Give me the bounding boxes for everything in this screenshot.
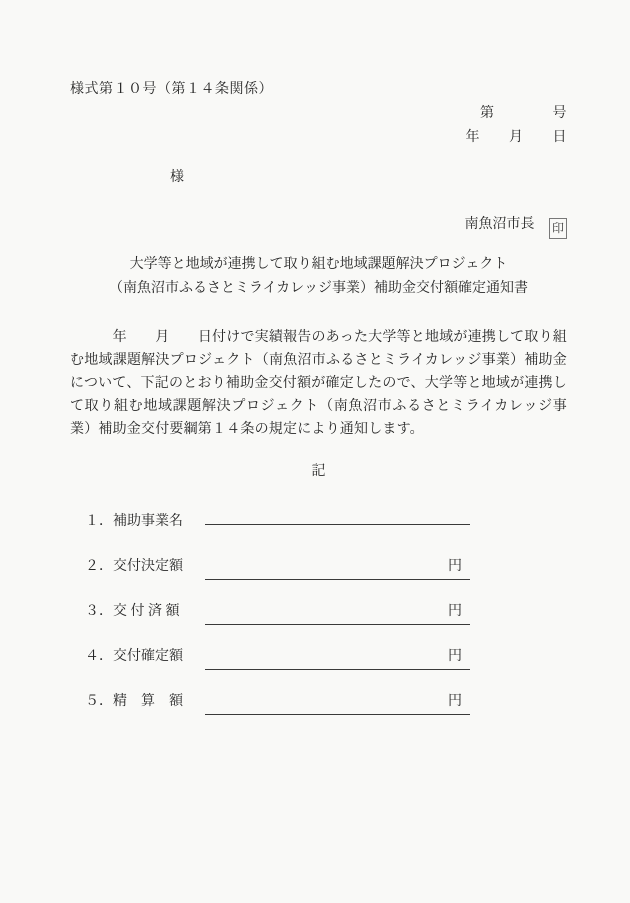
document-title-line1: 大学等と地域が連携して取り組む地域課題解決プロジェクト xyxy=(129,257,508,272)
item-label: ３．交 付 済 額 xyxy=(85,604,180,619)
unit-label: 円 xyxy=(448,694,462,709)
addressee-honorific: 様 xyxy=(170,170,184,185)
form-item-grant-decision-amount xyxy=(85,555,567,579)
document-date-line: 年 月 日 xyxy=(465,130,567,145)
form-number-label: 様式第１０号（第１４条関係） xyxy=(70,82,273,97)
body-paragraph: 年 月 日付けで実績報告のあった大学等と地域が連携して取り組む地域課題解決プロジェクト（南魚沼市ふるさとミライカレッジ事業）補助金について、下記のとおり補助金交付額が確定したので、大学等と地域が連携して取り組む地域課題解決プロジェクト（南魚沼市ふるさとミライカレッジ事業）補助金交付要綱第１４条の規定により通知します。 xyxy=(70,330,567,437)
form-item-amount-already-paid xyxy=(85,600,567,624)
item-label: ４．交付確定額 xyxy=(85,649,183,664)
form-item-list xyxy=(70,510,567,714)
record-heading: 記 xyxy=(311,464,326,479)
unit-label: 円 xyxy=(448,604,462,619)
fill-in-line xyxy=(205,555,470,580)
unit-label: 円 xyxy=(448,649,462,664)
document-number-line: 第 号 xyxy=(480,106,567,121)
form-item-confirmed-grant-amount xyxy=(85,645,567,669)
form-item-subsidy-project-name xyxy=(85,510,567,534)
item-label: １．補助事業名 xyxy=(85,514,183,529)
sender-line xyxy=(70,213,567,239)
item-label: ５．精 算 額 xyxy=(85,694,183,709)
fill-in-line xyxy=(205,690,470,715)
seal-mark: 印 xyxy=(551,221,564,235)
form-item-settlement-amount xyxy=(85,690,567,714)
fill-in-line xyxy=(205,524,470,525)
fill-in-line xyxy=(205,600,470,625)
document-number-block xyxy=(70,102,567,150)
fill-in-line xyxy=(205,645,470,670)
item-label: ２．交付決定額 xyxy=(85,559,183,574)
seal-box xyxy=(549,218,567,239)
unit-label: 円 xyxy=(448,559,462,574)
sender-title: 南魚沼市長 xyxy=(464,217,535,232)
document-title xyxy=(70,253,567,301)
document-title-line2: （南魚沼市ふるさとミライカレッジ事業）補助金交付額確定通知書 xyxy=(108,281,529,296)
